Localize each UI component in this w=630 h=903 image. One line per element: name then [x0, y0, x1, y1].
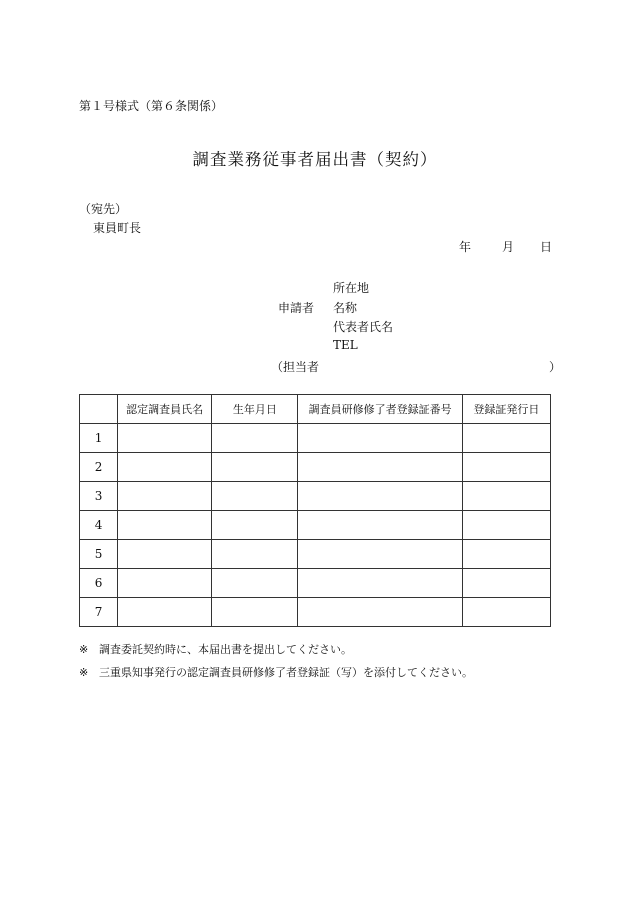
note-mark: ※	[79, 643, 89, 656]
note-item	[79, 641, 352, 657]
row-number: 1	[80, 424, 118, 453]
date-day-label: 日	[540, 240, 553, 254]
cell-birth-date[interactable]	[212, 511, 298, 540]
date-year-label: 年	[459, 240, 472, 254]
cell-investigator-name[interactable]	[118, 482, 212, 511]
cell-issue-date[interactable]	[462, 453, 550, 482]
cell-registration-number[interactable]	[298, 424, 462, 453]
cell-issue-date[interactable]	[462, 540, 550, 569]
table-header-row	[80, 395, 551, 424]
note-text: 三重県知事発行の認定調査員研修修了者登録証（写）を添付してください。	[99, 666, 473, 679]
cell-investigator-name[interactable]	[118, 511, 212, 540]
cell-investigator-name[interactable]	[118, 424, 212, 453]
cell-birth-date[interactable]	[212, 453, 298, 482]
cell-investigator-name[interactable]	[118, 569, 212, 598]
note-text: 調査委託契約時に、本届出書を提出してください。	[99, 643, 352, 656]
row-number: 4	[80, 511, 118, 540]
page-title: 調査業務従事者届出書（契約）	[192, 150, 438, 169]
cell-registration-number[interactable]	[298, 569, 462, 598]
row-number: 7	[80, 598, 118, 627]
cell-birth-date[interactable]	[212, 424, 298, 453]
table-row	[80, 598, 551, 627]
table-row	[80, 511, 551, 540]
cell-birth-date[interactable]	[212, 598, 298, 627]
applicant-label: 申請者	[278, 301, 315, 315]
field-address: 所在地	[333, 281, 370, 295]
cell-issue-date[interactable]	[462, 424, 550, 453]
row-number: 6	[80, 569, 118, 598]
field-tel: TEL	[333, 338, 358, 352]
contact-person-close: ）	[549, 360, 562, 374]
investigator-table	[79, 394, 551, 627]
table-row	[80, 482, 551, 511]
cell-registration-number[interactable]	[298, 482, 462, 511]
cell-registration-number[interactable]	[298, 511, 462, 540]
header-birth-date: 生年月日	[212, 395, 298, 424]
date-month-label: 月	[502, 240, 515, 254]
cell-issue-date[interactable]	[462, 598, 550, 627]
cell-registration-number[interactable]	[298, 540, 462, 569]
cell-registration-number[interactable]	[298, 598, 462, 627]
field-representative: 代表者氏名	[333, 320, 394, 334]
header-number	[80, 395, 118, 424]
cell-investigator-name[interactable]	[118, 453, 212, 482]
table-row	[80, 569, 551, 598]
header-investigator-name: 認定調査員氏名	[118, 395, 212, 424]
addressee-name: 東員町長	[93, 221, 142, 235]
field-company-name: 名称	[333, 301, 358, 315]
cell-registration-number[interactable]	[298, 453, 462, 482]
row-number: 2	[80, 453, 118, 482]
cell-birth-date[interactable]	[212, 540, 298, 569]
cell-issue-date[interactable]	[462, 511, 550, 540]
note-mark: ※	[79, 666, 89, 679]
table-row	[80, 453, 551, 482]
addressee-label: （宛先）	[79, 202, 128, 216]
header-registration-number: 調査員研修修了者登録証番号	[298, 395, 462, 424]
header-issue-date: 登録証発行日	[462, 395, 550, 424]
cell-birth-date[interactable]	[212, 482, 298, 511]
contact-person-label: （担当者	[271, 360, 320, 374]
cell-investigator-name[interactable]	[118, 598, 212, 627]
cell-issue-date[interactable]	[462, 569, 550, 598]
cell-investigator-name[interactable]	[118, 540, 212, 569]
table-row	[80, 540, 551, 569]
row-number: 5	[80, 540, 118, 569]
cell-birth-date[interactable]	[212, 569, 298, 598]
form-number: 第１号様式（第６条関係）	[79, 99, 224, 113]
table-row	[80, 424, 551, 453]
note-item	[79, 664, 473, 680]
row-number: 3	[80, 482, 118, 511]
cell-issue-date[interactable]	[462, 482, 550, 511]
